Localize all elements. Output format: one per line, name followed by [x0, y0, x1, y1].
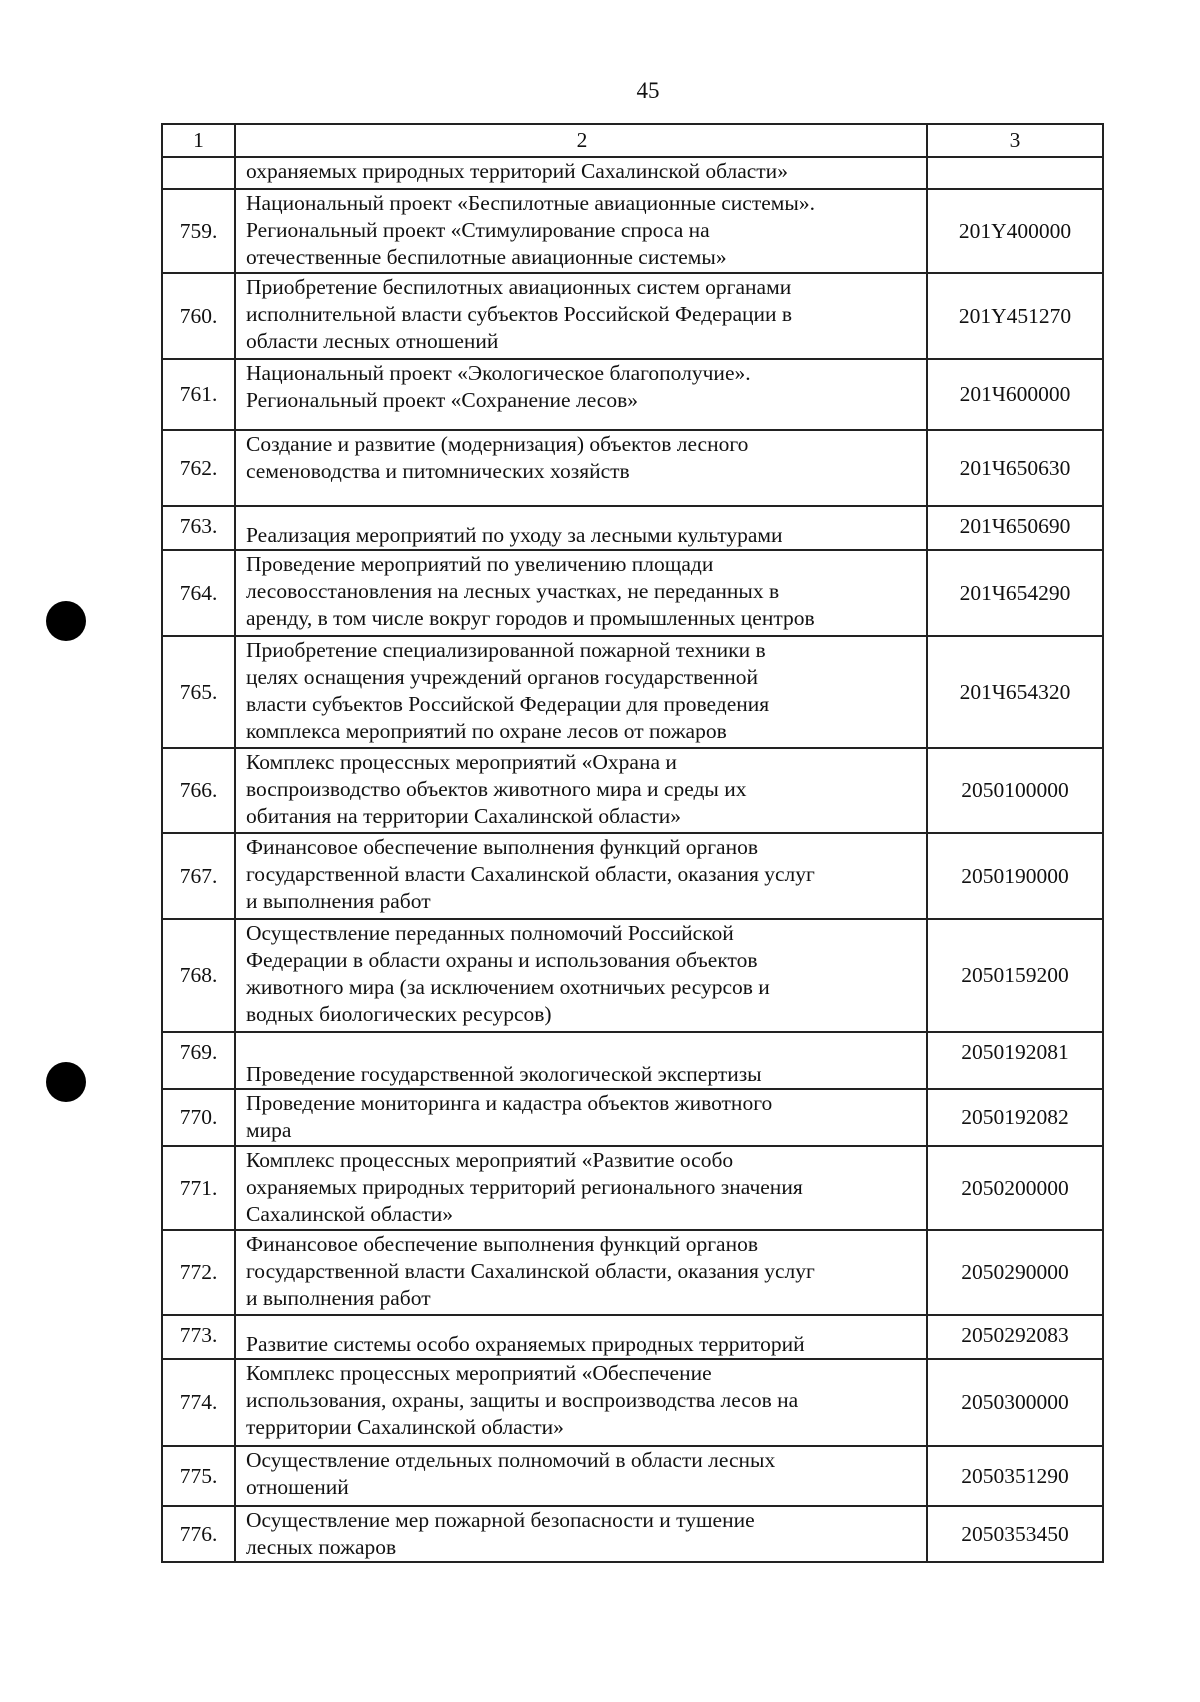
row-code: 2050351290 — [927, 1446, 1103, 1506]
row-code: 201Ч654320 — [927, 636, 1103, 748]
row-number: 767. — [162, 833, 235, 919]
row-code: 2050192081 — [927, 1032, 1103, 1089]
table-row — [162, 273, 1103, 359]
row-number: 773. — [162, 1315, 235, 1359]
row-description: Осуществление переданных полномочий Российской Федерации в области охраны и использования объектов животного мира (за исключением охотничьих ресурсов и водных биологических ресурсов) — [235, 919, 927, 1032]
row-code: 201Ч650630 — [927, 430, 1103, 506]
table-row — [162, 189, 1103, 273]
row-number: 776. — [162, 1506, 235, 1562]
table-row — [162, 550, 1103, 636]
table-row — [162, 1230, 1103, 1315]
column-header-2: 2 — [235, 124, 927, 157]
column-header-3: 3 — [927, 124, 1103, 157]
continuation-row — [162, 157, 1103, 189]
row-number: 770. — [162, 1089, 235, 1146]
row-number: 768. — [162, 919, 235, 1032]
row-description: Осуществление отдельных полномочий в области лесных отношений — [235, 1446, 927, 1506]
row-code: 201Ч654290 — [927, 550, 1103, 636]
row-number: 774. — [162, 1359, 235, 1446]
row-code: 201Ч600000 — [927, 359, 1103, 430]
row-description: Приобретение специализированной пожарной техники в целях оснащения учреждений органов государственной власти субъектов Российской Федерации для проведения комплекса мероприятий по охране лесов от пожаров — [235, 636, 927, 748]
row-code — [927, 157, 1103, 189]
row-code: 201Y400000 — [927, 189, 1103, 273]
table-row — [162, 506, 1103, 550]
table-row — [162, 1359, 1103, 1446]
column-header-1: 1 — [162, 124, 235, 157]
page-number: 45 — [636, 78, 660, 103]
row-description: Проведение государственной экологической экспертизы — [235, 1032, 927, 1089]
row-description: Создание и развитие (модернизация) объектов лесного семеноводства и питомнических хозяйств — [235, 430, 927, 506]
row-description: Комплекс процессных мероприятий «Обеспечение использования, охраны, защиты и воспроизводства лесов на территории Сахалинской области» — [235, 1359, 927, 1446]
row-description: Приобретение беспилотных авиационных систем органами исполнительной власти субъектов Российской Федерации в области лесных отношений — [235, 273, 927, 359]
row-description: Национальный проект «Беспилотные авиационные системы». Региональный проект «Стимулирование спроса на отечественные беспилотные авиационные системы» — [235, 189, 927, 273]
punch-hole-mark — [46, 601, 86, 641]
row-number: 769. — [162, 1032, 235, 1089]
row-code: 2050300000 — [927, 1359, 1103, 1446]
row-number: 763. — [162, 506, 235, 550]
table-row — [162, 1506, 1103, 1562]
row-code: 2050192082 — [927, 1089, 1103, 1146]
budget-codes-table — [161, 123, 1104, 1563]
table-row — [162, 1032, 1103, 1089]
table-row — [162, 833, 1103, 919]
row-code: 2050292083 — [927, 1315, 1103, 1359]
row-description: Реализация мероприятий по уходу за лесными культурами — [235, 506, 927, 550]
table-row — [162, 748, 1103, 833]
table-row — [162, 1146, 1103, 1230]
table-row — [162, 1089, 1103, 1146]
row-description: Национальный проект «Экологическое благополучие». Региональный проект «Сохранение лесов» — [235, 359, 927, 430]
row-description: Финансовое обеспечение выполнения функций органов государственной власти Сахалинской области, оказания услуг и выполнения работ — [235, 1230, 927, 1315]
row-code: 2050100000 — [927, 748, 1103, 833]
table-row — [162, 359, 1103, 430]
table-row — [162, 1315, 1103, 1359]
row-number: 760. — [162, 273, 235, 359]
row-description: охраняемых природных территорий Сахалинской области» — [235, 157, 927, 189]
row-code: 201Y451270 — [927, 273, 1103, 359]
row-number: 759. — [162, 189, 235, 273]
row-number: 762. — [162, 430, 235, 506]
table-row — [162, 430, 1103, 506]
row-number: 761. — [162, 359, 235, 430]
row-code: 2050159200 — [927, 919, 1103, 1032]
row-number: 772. — [162, 1230, 235, 1315]
table-header-row — [162, 124, 1103, 157]
row-code: 2050190000 — [927, 833, 1103, 919]
row-description: Осуществление мер пожарной безопасности и тушение лесных пожаров — [235, 1506, 927, 1562]
row-number: 775. — [162, 1446, 235, 1506]
row-number: 771. — [162, 1146, 235, 1230]
row-description: Проведение мероприятий по увеличению площади лесовосстановления на лесных участках, не переданных в аренду, в том числе вокруг городов и промышленных центров — [235, 550, 927, 636]
table-row — [162, 1446, 1103, 1506]
row-code: 201Ч650690 — [927, 506, 1103, 550]
row-code: 2050290000 — [927, 1230, 1103, 1315]
row-number — [162, 157, 235, 189]
row-code: 2050353450 — [927, 1506, 1103, 1562]
table-row — [162, 919, 1103, 1032]
row-code: 2050200000 — [927, 1146, 1103, 1230]
row-number: 764. — [162, 550, 235, 636]
row-description: Комплекс процессных мероприятий «Охрана и воспроизводство объектов животного мира и среды их обитания на территории Сахалинской области» — [235, 748, 927, 833]
row-number: 766. — [162, 748, 235, 833]
row-description: Финансовое обеспечение выполнения функций органов государственной власти Сахалинской области, оказания услуг и выполнения работ — [235, 833, 927, 919]
row-description: Комплекс процессных мероприятий «Развитие особо охраняемых природных территорий регионального значения Сахалинской области» — [235, 1146, 927, 1230]
row-description: Развитие системы особо охраняемых природных территорий — [235, 1315, 927, 1359]
row-number: 765. — [162, 636, 235, 748]
table-row — [162, 636, 1103, 748]
punch-hole-mark — [46, 1062, 86, 1102]
row-description: Проведение мониторинга и кадастра объектов животного мира — [235, 1089, 927, 1146]
